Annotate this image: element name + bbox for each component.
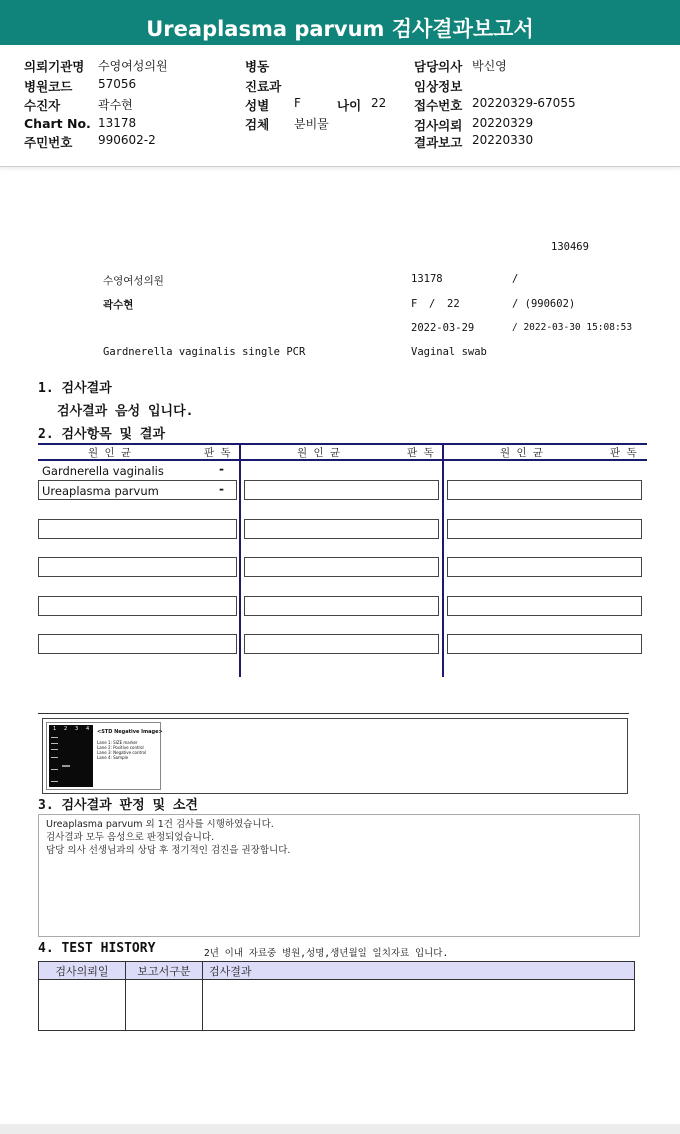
header-value: 분비물: [294, 117, 329, 131]
column-header-judgement: 판 독: [407, 447, 434, 459]
chart-number: 13178: [411, 273, 443, 285]
patient-sex: F: [411, 298, 418, 310]
separator: /: [512, 273, 519, 285]
gel-legend-item: Lane 2: Positive control: [97, 745, 144, 750]
gel-legend-item: Lane 1: SIZE marker: [97, 740, 138, 745]
result-cell: [38, 519, 237, 539]
test-name: Gardnerella vaginalis single PCR: [103, 346, 306, 358]
header-value: 수영여성의원: [98, 59, 168, 73]
patient-name: 곽수현: [103, 299, 134, 311]
header-value: 990602-2: [98, 133, 156, 147]
header-label: 병동: [245, 59, 270, 74]
opinion-line: 담당 의사 선생님과의 상담 후 정기적인 검진을 권장합니다.: [46, 845, 291, 856]
history-header: 검사의뢰일: [39, 962, 126, 980]
result-cell: [447, 519, 642, 539]
separator: /: [429, 298, 436, 310]
result-cell: [447, 634, 642, 654]
history-cell: [39, 980, 126, 1031]
organism-result: -: [219, 462, 224, 476]
header-value: F: [294, 96, 301, 110]
section3-title: 3. 검사결과 판정 및 소견: [38, 798, 198, 813]
result-cell: [38, 557, 237, 577]
lane-label: 1: [53, 726, 57, 732]
header-value: 22: [371, 96, 387, 110]
header-label: 의뢰기관명: [24, 59, 85, 74]
report-datetime: / 2022-03-30 15:08:53: [512, 322, 633, 333]
section4-title: 4. TEST HISTORY: [38, 941, 156, 956]
lane-label: 3: [75, 726, 79, 732]
column-divider: [239, 443, 241, 677]
header-value: 57056: [98, 77, 137, 91]
header-value: 20220329-67055: [472, 96, 576, 110]
column-header-judgement: 판 독: [610, 447, 637, 459]
opinion-line: Ureaplasma parvum 외 1건 검사를 시행하였습니다.: [46, 819, 274, 830]
gel-legend-item: Lane 4: Sample: [97, 755, 129, 760]
history-cell: [203, 980, 635, 1031]
header-value: 13178: [98, 116, 137, 130]
result-cell: [244, 519, 439, 539]
history-cell: [126, 980, 203, 1031]
history-table: [38, 961, 635, 1031]
organism-name: Gardnerella vaginalis: [42, 464, 164, 478]
history-header: 검사결과: [203, 962, 635, 980]
result-cell: [38, 634, 237, 654]
divider-line: [38, 713, 629, 714]
header-label: 진료과: [245, 79, 282, 94]
header-label: 주민번호: [24, 135, 73, 150]
report-title-bar: [0, 0, 680, 47]
section1-result: 검사결과 음성 입니다.: [57, 404, 194, 419]
header-label: 수진자: [24, 98, 61, 113]
header-label: 검체: [245, 117, 270, 132]
column-divider: [442, 443, 444, 677]
header-label: 임상정보: [414, 79, 463, 94]
gel-legend-item: Lane 3: Negative control: [97, 750, 147, 755]
patient-age: 22: [447, 298, 460, 310]
page-bottom-bar: [0, 1124, 680, 1134]
column-header-judgement: 판 독: [204, 447, 231, 459]
gel-image-title: <STD Negative Image>: [97, 729, 163, 735]
organism-result: -: [219, 482, 224, 496]
result-cell: [244, 480, 439, 500]
lane-label: 4: [86, 726, 90, 732]
header-label: Chart No.: [24, 116, 91, 131]
header-value: 20220329: [472, 116, 534, 130]
header-value: 곽수현: [98, 98, 133, 112]
header-label: 접수번호: [414, 98, 463, 113]
history-header: 보고서구분: [126, 962, 203, 980]
gel-image: [46, 722, 161, 790]
column-header-organism: 원 인 균: [88, 447, 132, 459]
header-label: 담당의사: [414, 59, 463, 74]
header-label: 결과보고: [414, 135, 463, 150]
column-header-organism: 원 인 균: [297, 447, 341, 459]
result-cell: [38, 596, 237, 616]
gel-lanes: [49, 725, 93, 787]
result-cell: [244, 634, 439, 654]
header-label: 성별: [245, 98, 270, 113]
result-cell: [447, 596, 642, 616]
section1-title: 1. 검사결과: [38, 381, 112, 396]
section2-title: 2. 검사항목 및 결과: [38, 427, 166, 442]
result-cell: [244, 557, 439, 577]
header-label: 나이: [337, 98, 362, 113]
request-date: 2022-03-29: [411, 322, 475, 334]
organism-name: Ureaplasma parvum: [42, 484, 159, 498]
result-cell: [447, 480, 642, 500]
result-cell: [447, 557, 642, 577]
opinion-line: 검사결과 모두 음성으로 판정되었습니다.: [46, 832, 215, 843]
specimen-type: Vaginal swab: [411, 346, 487, 358]
report-title: Ureaplasma parvum 검사결과보고서: [146, 17, 534, 41]
clinic-name: 수영여성의원: [103, 275, 164, 287]
header-value: 박신영: [472, 59, 507, 73]
column-header-organism: 원 인 균: [500, 447, 544, 459]
result-cell: [244, 596, 439, 616]
history-note: 2년 이내 자료중 병원,성명,생년월일 일치자료 입니다.: [204, 948, 449, 959]
report-code: 130469: [551, 241, 589, 253]
lane-label: 2: [64, 726, 68, 732]
birth-date: / (990602): [512, 298, 576, 310]
header-label: 병원코드: [24, 79, 73, 94]
header-value: 20220330: [472, 133, 534, 147]
header-label: 검사의뢰: [414, 118, 463, 133]
